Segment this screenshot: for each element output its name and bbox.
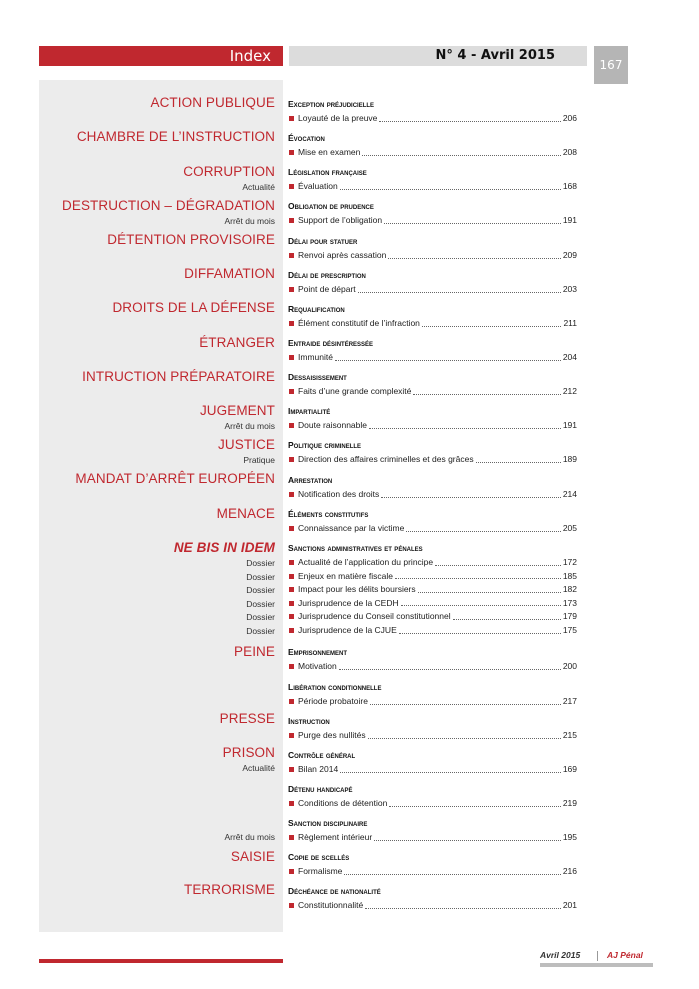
keyword-heading: ACTION PUBLIQUE <box>150 95 275 110</box>
entry-category: Dessaisissement <box>288 372 347 382</box>
entry-page: 172 <box>562 557 577 567</box>
leader-dots <box>370 704 561 705</box>
entry-label: Mise en examen <box>298 147 361 157</box>
entry-label: Constitutionnalité <box>298 900 364 910</box>
entry-row <box>288 798 577 809</box>
entry-label: Actualité de l’application du principe <box>298 557 434 567</box>
entry-page: 182 <box>562 584 577 595</box>
entry-page: 201 <box>562 900 577 910</box>
entry-category: Délai de prescription <box>288 270 366 280</box>
entry-row <box>288 352 577 363</box>
bullet-square-icon <box>289 601 294 606</box>
keyword-heading: JUSTICE <box>218 437 275 452</box>
leader-dots <box>369 428 561 429</box>
keyword-heading: MANDAT D’ARRÊT EUROPÉEN <box>75 471 275 486</box>
entry-row <box>288 866 577 877</box>
bullet-square-icon <box>289 253 294 258</box>
leader-dots <box>384 223 561 224</box>
keyword-rubric: Dossier <box>246 598 275 609</box>
entry-row <box>288 454 577 465</box>
entry-category: Emprisonnement <box>288 647 348 657</box>
entry-label: Loyauté de la preuve <box>298 113 378 123</box>
entry-category: Politique criminelle <box>288 440 362 450</box>
entry-label: Élément constitutif de l’infraction <box>298 318 420 328</box>
entry-row <box>288 832 577 843</box>
entry-row <box>288 900 577 911</box>
entry-label: Point de départ <box>298 284 356 294</box>
bullet-square-icon <box>289 355 294 360</box>
entry-page: 179 <box>562 611 577 622</box>
entry-page: 185 <box>562 570 577 581</box>
entry-label: Période probatoire <box>298 696 368 706</box>
leader-dots <box>422 326 562 327</box>
keyword-rubric: Dossier <box>246 626 275 636</box>
entry-category: Requalification <box>288 304 345 314</box>
entry-row <box>288 250 577 261</box>
keyword-heading: DESTRUCTION – DÉGRADATION <box>61 198 275 213</box>
entry-label: Règlement intérieur <box>298 832 373 842</box>
keyword-heading: CHAMBRE DE L’INSTRUCTION <box>76 129 275 144</box>
entry-page: 191 <box>562 215 577 225</box>
entry-label: Jurisprudence de la CJUE <box>298 625 397 635</box>
entry-row <box>288 489 577 500</box>
bullet-square-icon <box>289 574 294 579</box>
leader-dots <box>381 497 561 498</box>
entry-category: Sanctions administratives et pénales <box>288 543 423 553</box>
entry-label: Motivation <box>298 661 337 671</box>
entry-page: 216 <box>562 866 577 876</box>
leader-dots <box>395 578 561 579</box>
leader-dots <box>339 669 561 670</box>
entry-row <box>288 215 577 226</box>
keyword-rubric: Dossier <box>246 612 275 623</box>
leader-dots <box>340 772 561 773</box>
bullet-square-icon <box>289 733 294 738</box>
footer-rule <box>39 959 283 963</box>
footer-separator <box>597 951 598 961</box>
bullet-square-icon <box>289 389 294 394</box>
keyword-heading: INTRUCTION PRÉPARATOIRE <box>82 369 275 384</box>
entry-page: 212 <box>562 386 577 396</box>
entry-label: Impact pour les délits boursiers <box>298 584 416 595</box>
entry-page: 195 <box>562 832 577 842</box>
entry-page: 215 <box>562 730 577 740</box>
entry-row <box>288 598 577 609</box>
footer-brand: AJ Pénal <box>607 950 643 960</box>
entry-category: Législation française <box>288 167 367 177</box>
entry-category: Éléments constitutifs <box>288 509 369 519</box>
keyword-heading: ÉTRANGER <box>199 335 275 350</box>
leader-dots <box>401 605 561 606</box>
keyword-heading: NE BIS IN IDEM <box>173 540 275 555</box>
bullet-square-icon <box>289 801 294 806</box>
entry-page: 200 <box>562 661 577 671</box>
entry-category: Détenu handicapé <box>288 784 353 794</box>
entry-category: Contrôle général <box>288 750 356 760</box>
keyword-heading: DIFFAMATION <box>184 266 275 281</box>
entry-label: Jurisprudence du Conseil constitutionnel <box>298 611 451 622</box>
entry-row <box>288 181 577 192</box>
keyword-rubric: Actualité <box>242 182 275 192</box>
entry-category: Obligation de prudence <box>288 201 374 211</box>
entry-page: 209 <box>562 250 577 260</box>
leader-dots <box>362 155 560 156</box>
keyword-rubric: Arrêt du mois <box>224 421 275 431</box>
entry-label: Faits d’une grande complexité <box>298 386 412 396</box>
entry-page: 211 <box>563 318 577 328</box>
keyword-rubric: Actualité <box>242 763 275 773</box>
entry-row <box>288 730 577 741</box>
keyword-rubric: Pratique <box>243 455 275 465</box>
keyword-heading: PRESSE <box>219 711 275 726</box>
leader-dots <box>340 189 561 190</box>
keyword-heading: PRISON <box>222 745 275 760</box>
keyword-rubric: Arrêt du mois <box>224 216 275 226</box>
footer-date: Avril 2015 <box>540 950 581 960</box>
entry-row <box>288 557 577 568</box>
bullet-square-icon <box>289 321 294 326</box>
leader-dots <box>453 619 561 620</box>
keyword-heading: DROITS DE LA DÉFENSE <box>112 300 275 315</box>
leader-dots <box>379 121 560 122</box>
entry-label: Notification des droits <box>298 489 380 499</box>
entry-category: Instruction <box>288 716 330 726</box>
leader-dots <box>476 462 561 463</box>
keyword-heading: PEINE <box>233 644 275 659</box>
entry-row <box>288 584 577 595</box>
keyword-rubric: Dossier <box>246 585 275 596</box>
keyword-rubric: Dossier <box>246 571 275 582</box>
entry-row <box>288 523 577 534</box>
entry-row <box>288 696 577 707</box>
entry-label: Purge des nullités <box>298 730 366 740</box>
bullet-square-icon <box>289 423 294 428</box>
keyword-rubric: Arrêt du mois <box>224 832 275 842</box>
entry-row <box>288 611 577 622</box>
leader-dots <box>389 806 560 807</box>
entry-page: 169 <box>562 764 577 774</box>
entry-row <box>288 284 577 295</box>
entry-category: Exception préjudicielle <box>288 99 375 109</box>
entry-category: Impartialité <box>288 406 331 416</box>
entry-category: Évocation <box>288 133 325 143</box>
entry-label: Renvoi après cassation <box>298 250 387 260</box>
entry-row <box>288 420 577 431</box>
leader-dots <box>344 874 560 875</box>
bullet-square-icon <box>289 664 294 669</box>
leader-dots <box>365 908 561 909</box>
entry-row <box>288 764 577 775</box>
entry-page: 208 <box>562 147 577 157</box>
entry-row <box>288 113 577 124</box>
entry-category: Déchéance de nationalité <box>288 886 381 896</box>
entry-label: Immunité <box>298 352 333 362</box>
entry-label: Doute raisonnable <box>298 420 367 430</box>
keyword-heading: TERRORISME <box>183 882 275 897</box>
leader-dots <box>368 738 561 739</box>
bullet-square-icon <box>289 767 294 772</box>
bullet-square-icon <box>289 699 294 704</box>
entry-row <box>288 625 577 636</box>
entry-page: 203 <box>562 284 577 294</box>
entry-label: Connaissance par la victime <box>298 523 405 533</box>
keyword-heading: DÉTENTION PROVISOIRE <box>107 232 275 247</box>
entry-page: 173 <box>562 597 577 608</box>
bullet-square-icon <box>289 560 294 565</box>
leader-dots <box>435 565 561 566</box>
footer-bar <box>540 963 653 967</box>
bullet-square-icon <box>289 218 294 223</box>
leader-dots <box>388 258 560 259</box>
keyword-heading: SAISIE <box>230 849 275 864</box>
keyword-rubric: Dossier <box>246 558 275 568</box>
bullet-square-icon <box>289 614 294 619</box>
leader-dots <box>406 531 561 532</box>
entry-page: 206 <box>562 113 577 123</box>
entry-row <box>288 386 577 397</box>
entry-label: Enjeux en matière fiscale <box>298 570 393 581</box>
page-number: 167 <box>594 46 628 84</box>
entry-label: Formalisme <box>298 866 343 876</box>
entry-page: 204 <box>562 352 577 362</box>
bullet-square-icon <box>289 184 294 189</box>
leader-dots <box>335 360 561 361</box>
bullet-square-icon <box>289 526 294 531</box>
leader-dots <box>374 840 561 841</box>
entry-page: 168 <box>562 181 577 191</box>
bullet-square-icon <box>289 116 294 121</box>
leader-dots <box>413 394 560 395</box>
entry-page: 191 <box>562 420 577 430</box>
entry-category: Libération conditionnelle <box>288 682 382 692</box>
entry-label: Support de l’obligation <box>298 215 383 225</box>
bullet-square-icon <box>289 835 294 840</box>
entry-page: 205 <box>562 523 577 533</box>
bullet-square-icon <box>289 903 294 908</box>
entry-page: 175 <box>562 625 577 635</box>
entry-label: Direction des affaires criminelles et des grâces <box>298 454 474 464</box>
keyword-heading: CORRUPTION <box>183 164 275 179</box>
entry-row <box>288 571 577 582</box>
bullet-square-icon <box>289 457 294 462</box>
bullet-square-icon <box>289 587 294 592</box>
entry-row <box>288 661 577 672</box>
bullet-square-icon <box>289 287 294 292</box>
entry-category: Entraide désintéressée <box>288 338 374 348</box>
bullet-square-icon <box>289 150 294 155</box>
entry-label: Jurisprudence de la CEDH <box>298 597 399 608</box>
entry-page: 219 <box>562 798 577 808</box>
entry-label: Évaluation <box>298 181 338 191</box>
keyword-heading: JUGEMENT <box>199 403 275 418</box>
entry-category: Copie de scellés <box>288 852 350 862</box>
leader-dots <box>399 633 561 634</box>
bullet-square-icon <box>289 628 294 633</box>
entry-page: 214 <box>562 489 577 499</box>
entry-category: Arrestation <box>288 475 333 485</box>
entry-page: 217 <box>562 696 577 706</box>
bullet-square-icon <box>289 869 294 874</box>
keyword-heading: MENACE <box>216 506 275 521</box>
leader-dots <box>418 592 561 593</box>
entry-row <box>288 318 577 329</box>
bullet-square-icon <box>289 492 294 497</box>
entry-label: Bilan 2014 <box>298 764 339 774</box>
entry-row <box>288 147 577 158</box>
leader-dots <box>358 292 561 293</box>
section-title: Index <box>39 46 283 66</box>
entry-page: 189 <box>562 454 577 464</box>
entry-category: Délai pour statuer <box>288 236 358 246</box>
entry-category: Sanction disciplinaire <box>288 818 368 828</box>
issue-label: N° 4 - Avril 2015 <box>289 46 587 66</box>
entry-label: Conditions de détention <box>298 798 388 808</box>
